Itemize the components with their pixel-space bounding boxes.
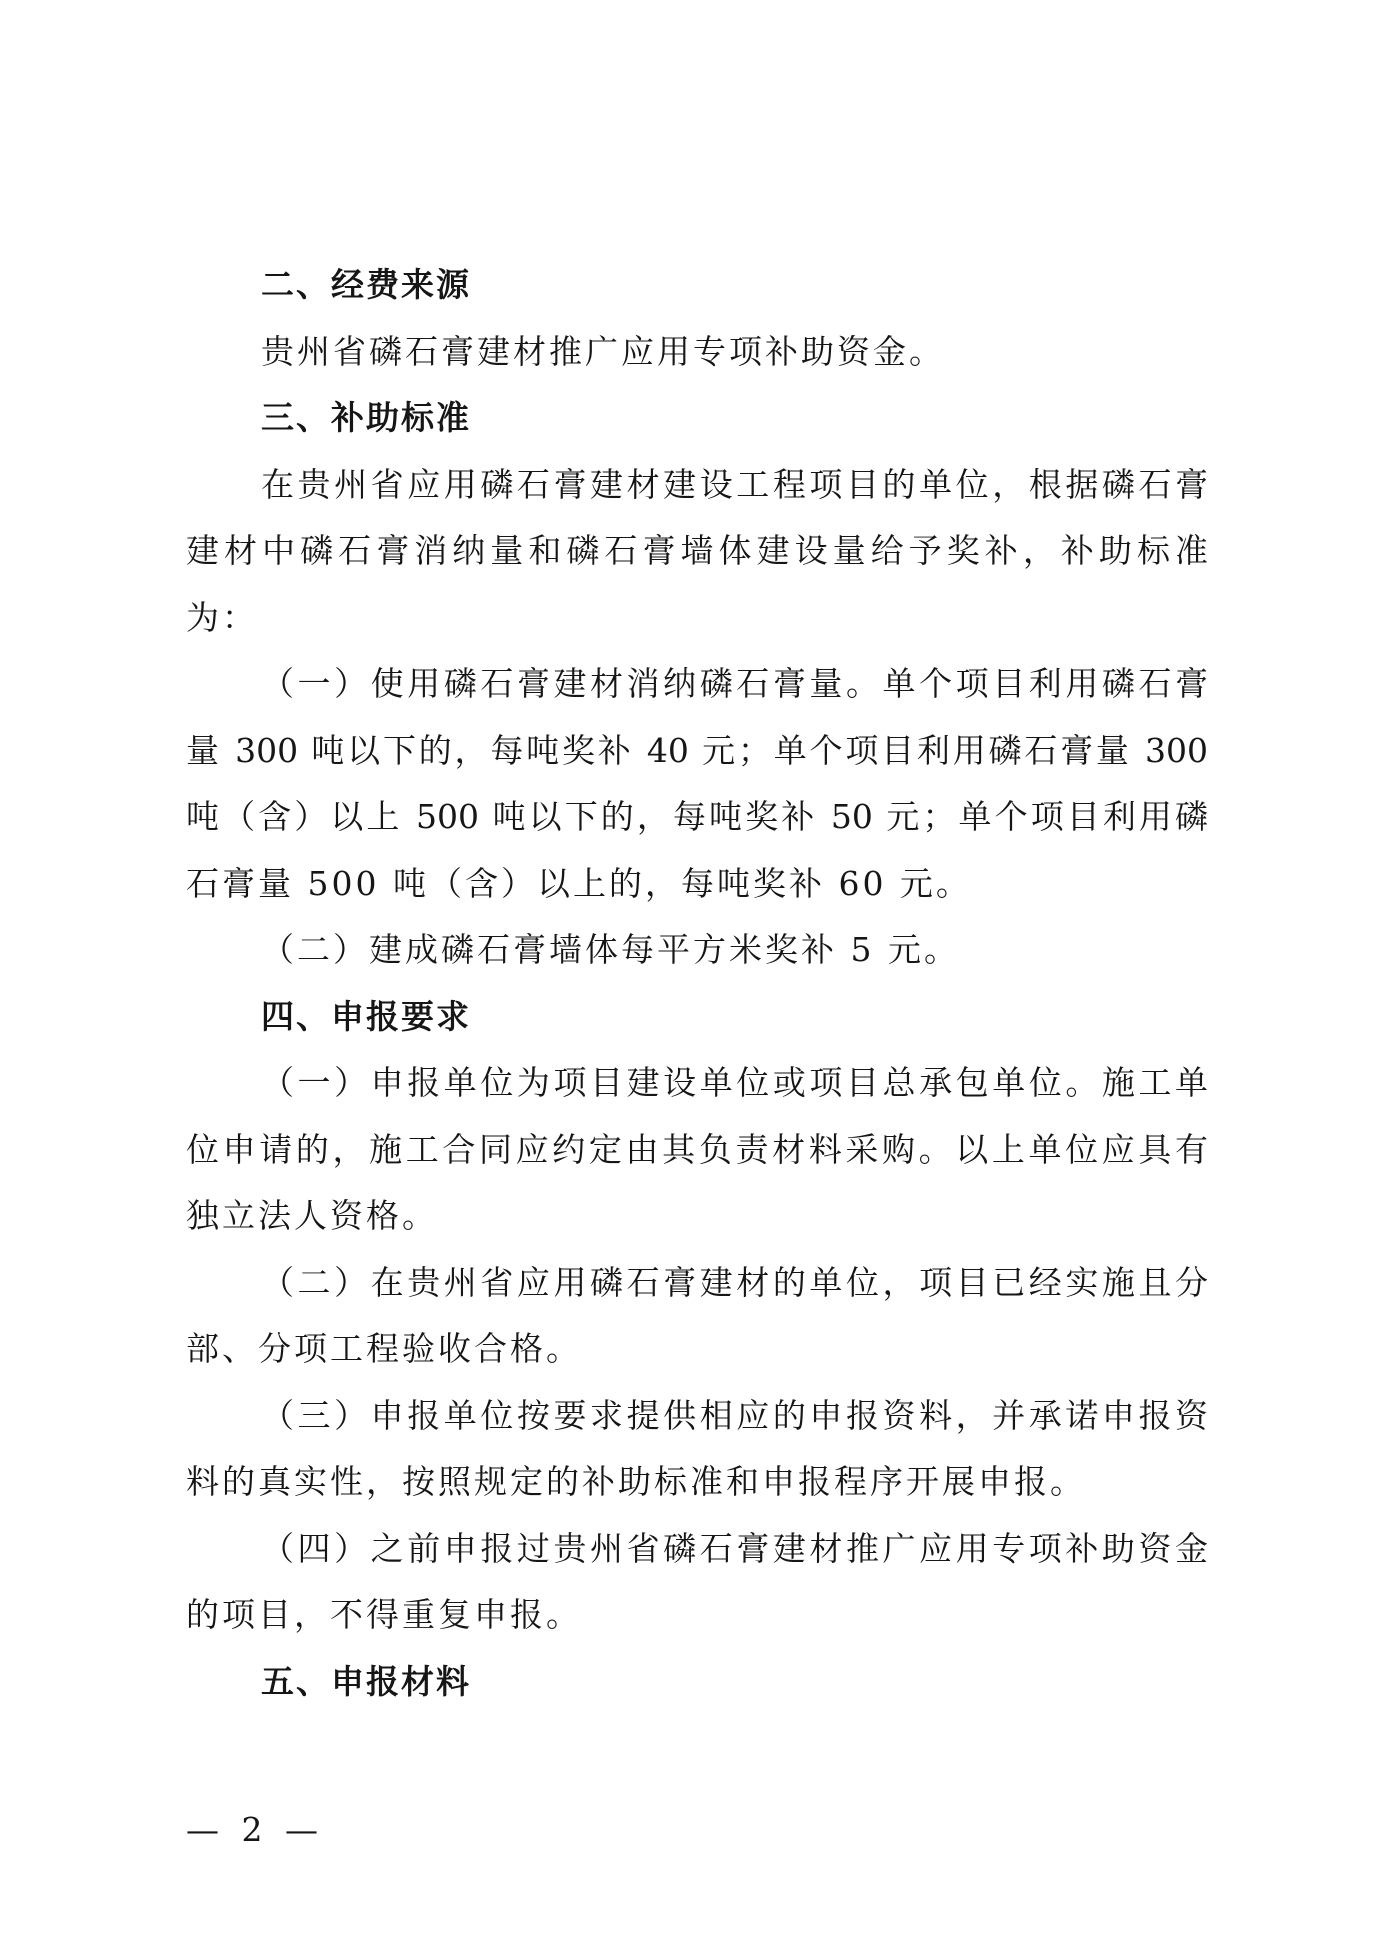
section-heading-application-requirements: 四、申报要求 (261, 996, 471, 1036)
paragraph-line: 吨（含）以上 500 吨以下的，每吨奖补 50 元；单个项目利用磷 (186, 797, 1208, 836)
paragraph-line: 量 300 吨以下的，每吨奖补 40 元；单个项目利用磷石膏量 300 (186, 730, 1208, 770)
paragraph-line: （二）在贵州省应用磷石膏建材的单位，项目已经实施且分 (261, 1262, 1208, 1302)
paragraph-line: 建材中磷石膏消纳量和磷石膏墙体建设量给予奖补，补助标准 (186, 531, 1208, 570)
page-number: — 2 — (186, 1810, 324, 1849)
paragraph-line: （一）使用磷石膏建材消纳磷石膏量。单个项目利用磷石膏 (261, 664, 1208, 703)
paragraph-line: （四）之前申报过贵州省磷石膏建材推广应用专项补助资金 (261, 1528, 1208, 1568)
paragraph-line: 独立法人资格。 (186, 1196, 438, 1235)
section-heading-funding-source: 二、经费来源 (261, 265, 471, 304)
paragraph-line: 部、分项工程验收合格。 (186, 1329, 582, 1368)
paragraph-line: 在贵州省应用磷石膏建材建设工程项目的单位，根据磷石膏 (261, 464, 1208, 504)
paragraph-line: 位申请的，施工合同应约定由其负责材料采购。以上单位应具有 (186, 1129, 1208, 1169)
paragraph-line: 为： (186, 597, 258, 637)
paragraph-line: 石膏量 500 吨（含）以上的，每吨奖补 60 元。 (186, 863, 972, 903)
paragraph-line: 的项目，不得重复申报。 (186, 1595, 582, 1634)
paragraph-line: 料的真实性，按照规定的补助标准和申报程序开展申报。 (186, 1462, 1086, 1501)
paragraph-funding-source: 贵州省磷石膏建材推广应用专项补助资金。 (261, 331, 945, 371)
section-heading-application-materials: 五、申报材料 (261, 1661, 471, 1701)
paragraph-line: （二）建成磷石膏墙体每平方米奖补 5 元。 (261, 930, 960, 969)
paragraph-line: （三）申报单位按要求提供相应的申报资料，并承诺申报资 (261, 1395, 1208, 1435)
paragraph-line: （一）申报单位为项目建设单位或项目总承包单位。施工单 (261, 1063, 1208, 1102)
document-body (186, 252, 1208, 1715)
section-heading-subsidy-standard: 三、补助标准 (261, 398, 471, 437)
